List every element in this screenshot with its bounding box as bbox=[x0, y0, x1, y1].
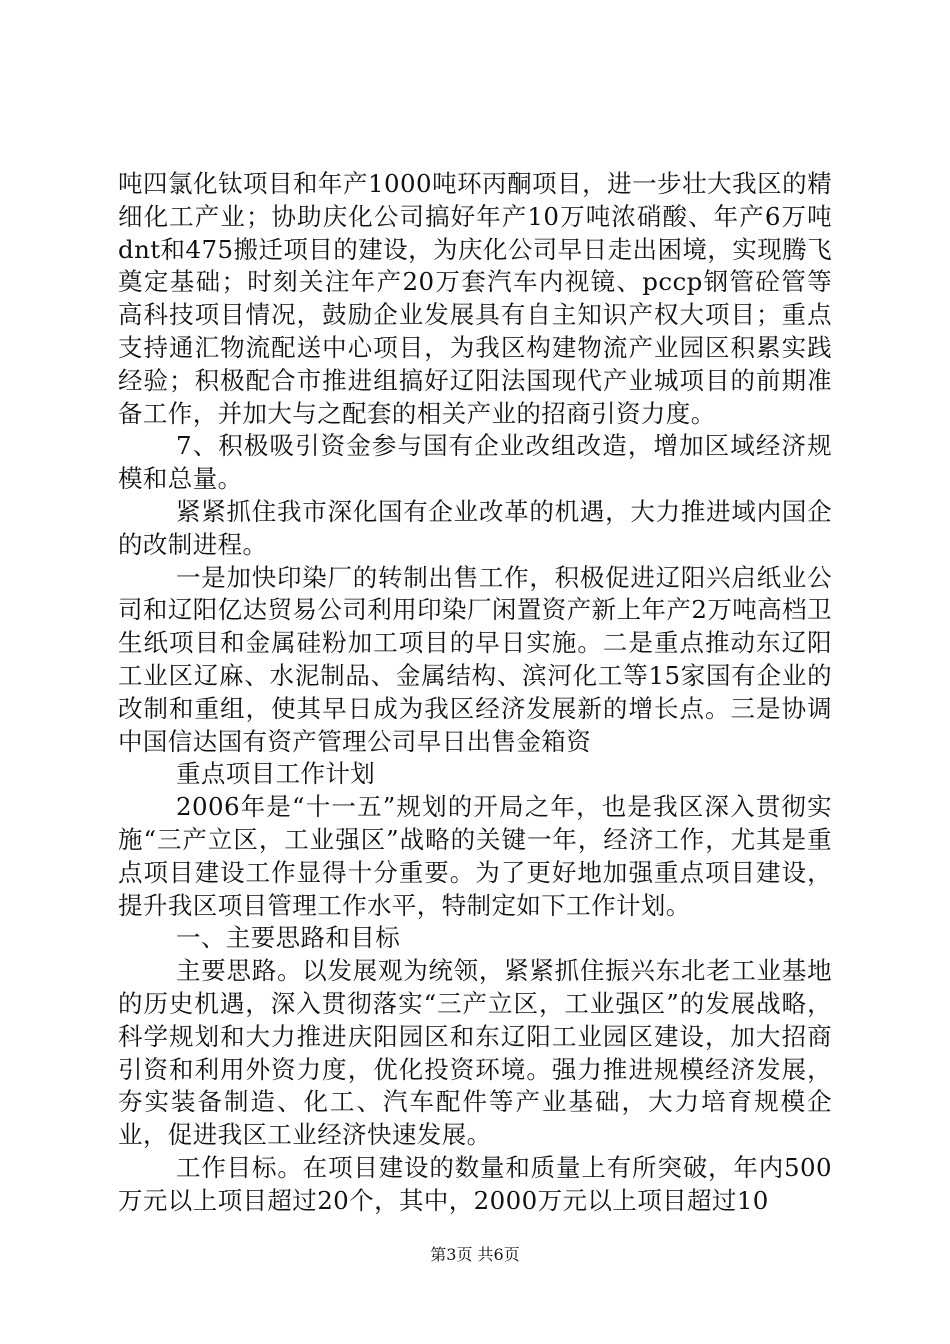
paragraph-main-ideas: 主要思路。以发展观为统领，紧紧抓住振兴东北老工业基地的历史机遇，深入贯彻落实“三产立区，工业强区”的发展战略，科学规划和大力推进庆阳园区和东辽阳工业园区建设，加大招商引资和利用外资力度，优化投资环境。强力推进规模经济发展，夯实装备制造、化工、汽车配件等产业基础，大力培育规模企业，促进我区工业经济快速发展。 bbox=[118, 956, 832, 1150]
section-heading-1: 一、主要思路和目标 bbox=[176, 923, 401, 953]
subtitle-work-plan: 重点项目工作计划 bbox=[176, 759, 376, 789]
paragraph-reform-details: 一是加快印染厂的转制出售工作，积极促进辽阳兴启纸业公司和辽阳亿达贸易公司利用印染厂闲置资产新上年产2万吨高档卫生纸项目和金属硅粉加工项目的早日实施。二是重点推动东辽阳工业区辽麻、水泥制品、金属结构、滨河化工等15家国有企业的改制和重组，使其早日成为我区经济发展新的增长点。三是协调中国信达国有资产管理公司早日出售金箱资 bbox=[118, 562, 832, 756]
paragraph-continuation: 吨四氯化钛项目和年产1000吨环丙酮项目，进一步壮大我区的精细化工产业；协助庆化公司搞好年产10万吨浓硝酸、年产6万吨dnt和475搬迁项目的建设，为庆化公司早日走出困境，实现腾飞奠定基础；时刻关注年产20万套汽车内视镜、pccp钢管砼管等高科技项目情况，鼓励企业发展具有自主知识产权大项目；重点支持通汇物流配送中心项目，为我区构建物流产业园区积累实践经验；积极配合市推进组搞好辽阳法国现代产业城项目的前期准备工作，并加大与之配套的相关产业的招商引资力度。 bbox=[118, 169, 832, 428]
section-heading-7: 7、积极吸引资金参与国有企业改组改造，增加区域经济规模和总量。 bbox=[118, 431, 832, 494]
document-body bbox=[118, 168, 832, 1218]
paragraph-2006-intro: 2006年是“十一五”规划的开局之年，也是我区深入贯彻实施“三产立区，工业强区”战略的关键一年，经济工作，尤其是重点项目建设工作显得十分重要。为了更好地加强重点项目建设，提升我区项目管理工作水平，特制定如下工作计划。 bbox=[118, 792, 832, 920]
paragraph-reform-intro: 紧紧抓住我市深化国有企业改革的机遇，大力推进域内国企的改制进程。 bbox=[118, 496, 832, 559]
paragraph-work-goals: 工作目标。在项目建设的数量和质量上有所突破，年内500万元以上项目超过20个，其中，2000万元以上项目超过10 bbox=[118, 1152, 832, 1215]
page-number-footer: 第3页 共6页 bbox=[430, 1245, 520, 1264]
